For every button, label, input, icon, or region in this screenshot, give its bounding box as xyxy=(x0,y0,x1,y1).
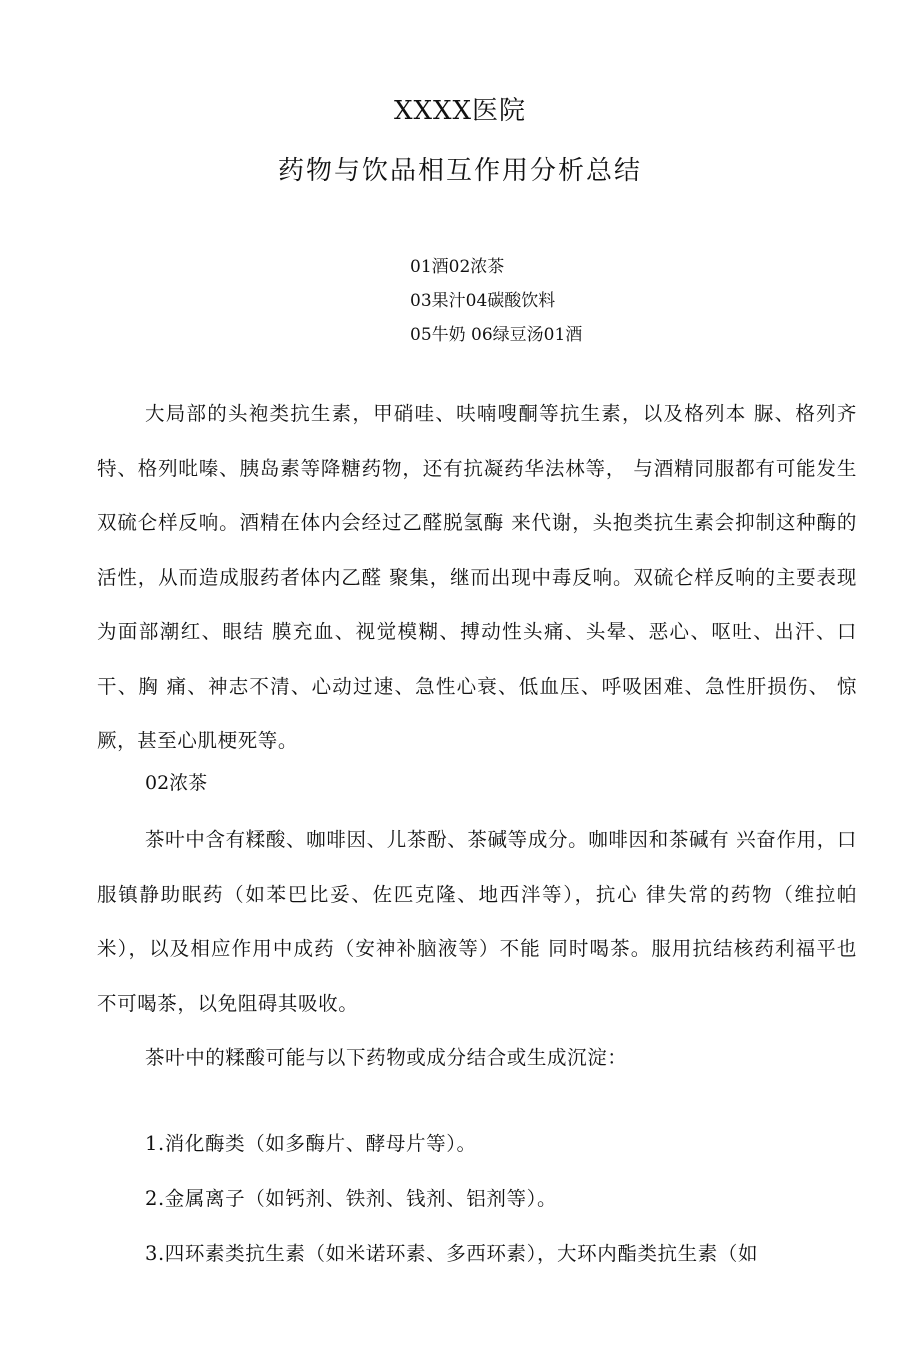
toc-line: 03果汁04碳酸饮料 xyxy=(410,291,556,311)
toc-line: 05牛奶 06绿豆汤01酒 xyxy=(410,325,583,345)
table-of-contents xyxy=(410,250,582,352)
hospital-name: XXXX医院 xyxy=(393,96,527,126)
list-item: 2.金属离子（如钙剂、铁剂、钱剂、铝剂等）。 xyxy=(145,1187,558,1210)
page-title: 药物与饮品相互作用分析总结 xyxy=(277,156,642,186)
toc-line: 01酒02浓茶 xyxy=(410,257,505,277)
section-heading-tea: 02浓茶 xyxy=(145,772,208,794)
paragraph-tea: 茶叶中含有糅酸、咖啡因、儿茶酚、茶碱等成分。咖啡因和茶碱有 兴奋作用，口服镇静助眠药（如苯巴比妥、佐匹克隆、地西泮等），抗心 律失常的药物（维拉帕米），以及相应作用中成药（安神补脑液等）不能 同时喝茶。服用抗结核药利福平也不可喝茶，以免阻碍其吸收。 xyxy=(97,828,857,1015)
paragraph-tannin: 茶叶中的糅酸可能与以下药物或成分结合或生成沉淀： xyxy=(145,1046,628,1069)
paragraph-alcohol: 大局部的头袍类抗生素，甲硝哇、呋喃嗖酮等抗生素，以及格列本 脲、格列齐特、格列吡嗪、胰岛素等降糖药物，还有抗凝药华法林等， 与酒精同服都有可能发生双硫仑样反响。酒精在体内会经过乙醛脱氢酶 来代谢，头抱类抗生素会抑制这种酶的活性，从而造成服药者体内乙醛 聚集，继而出现中毒反响。双硫仑样反响的主要表现为面部潮红、眼结 膜充血、视觉模糊、搏动性头痛、头晕、恶心、呕吐、出汗、口干、胸 痛、神志不清、心动过速、急性心衰、低血压、呼吸困难、急性肝损伤、 惊厥，甚至心肌梗死等。 xyxy=(97,402,857,752)
list-item: 1.消化酶类（如多酶片、酵母片等）。 xyxy=(145,1132,477,1155)
list-item: 3.四环素类抗生素（如米诺环素、多西环素），大环内酯类抗生素（如 xyxy=(145,1242,759,1265)
